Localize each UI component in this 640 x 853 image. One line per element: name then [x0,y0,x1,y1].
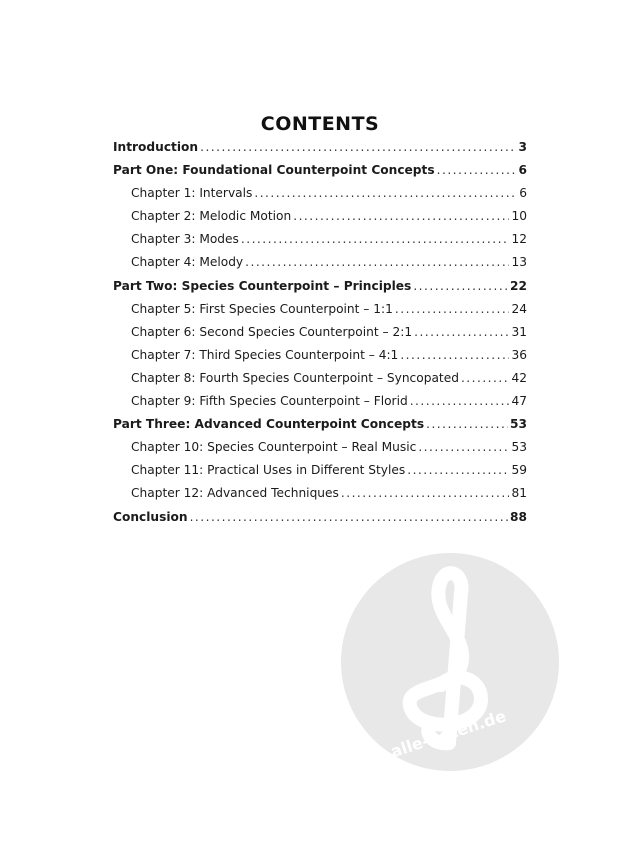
table-of-contents [113,140,527,533]
dot-leader [400,348,509,362]
toc-page-number: 53 [510,417,527,432]
toc-entry [113,440,527,463]
dot-leader [254,186,517,200]
dot-leader [395,302,510,316]
toc-entry [113,163,527,186]
toc-entry-title: Introduction [113,140,199,154]
toc-entry-title: Chapter 12: Advanced Techniques [131,486,339,501]
toc-entry-title: Chapter 3: Modes [131,232,239,247]
toc-page-number: 31 [511,324,527,339]
toc-page-number: 3 [518,140,527,154]
toc-entry-title: Chapter 4: Melody [131,255,244,270]
toc-page-number: 6 [518,163,527,178]
dot-leader [461,371,510,385]
dot-leader [341,486,510,500]
toc-entry-title: Part One: Foundational Counterpoint Concepts [113,163,435,178]
toc-entry [113,394,527,417]
dot-leader [241,232,510,246]
toc-entry [113,486,527,509]
toc-entry [113,463,527,486]
toc-page-number: 24 [511,301,527,316]
page-title: CONTENTS [260,113,380,135]
toc-entry-title: Chapter 11: Practical Uses in Different Styles [131,463,406,478]
toc-entry [113,510,527,533]
toc-entry [113,232,527,255]
toc-entry [113,255,527,278]
toc-entry [113,186,527,209]
watermark-logo [341,553,559,771]
toc-page-number: 53 [511,440,527,455]
toc-entry-title: Chapter 5: First Species Counterpoint – 1:1 [131,301,393,316]
toc-entry [113,417,527,440]
toc-entry-title: Chapter 10: Species Counterpoint – Real Music [131,440,417,455]
dot-leader [413,279,508,293]
dot-leader [190,510,508,524]
dot-leader [245,255,509,269]
toc-entry-title: Chapter 6: Second Species Counterpoint – 2:1 [131,324,413,339]
toc-entry-title: Chapter 7: Third Species Counterpoint – 4:1 [131,347,399,362]
toc-entry [113,279,527,302]
dot-leader [418,440,509,454]
dot-leader [200,140,516,154]
toc-page-number: 12 [511,232,527,247]
toc-page-number: 88 [510,509,527,524]
toc-entry-title: Chapter 1: Intervals [131,186,253,201]
toc-entry [113,348,527,371]
toc-page-number: 36 [511,347,527,362]
toc-entry-title: Chapter 8: Fourth Species Counterpoint – Syncopated [131,370,459,385]
toc-page-number: 22 [510,278,527,293]
dot-leader [410,394,510,408]
toc-page-number: 10 [511,209,527,224]
dot-leader [407,463,509,477]
toc-entry-title: Part Three: Advanced Counterpoint Concepts [113,417,425,432]
dot-leader [437,163,517,177]
toc-page-number: 13 [511,255,527,270]
toc-page-number: 42 [511,370,527,385]
toc-page-number: 81 [511,486,527,501]
toc-page-number: 59 [511,463,527,478]
dot-leader [414,325,509,339]
toc-entry [113,140,527,163]
toc-page-number: 47 [511,394,527,409]
toc-page-number: 6 [519,186,527,201]
toc-entry [113,209,527,232]
toc-entry-title: Chapter 2: Melodic Motion [131,209,292,224]
toc-entry [113,371,527,394]
toc-entry [113,302,527,325]
toc-entry-title: Chapter 9: Fifth Species Counterpoint – Florid [131,394,408,409]
watermark-text: alle-noten.de [388,706,509,762]
toc-entry-title: Part Two: Species Counterpoint – Principles [113,278,412,293]
dot-leader [426,417,508,431]
toc-entry [113,325,527,348]
dot-leader [293,209,509,223]
toc-entry-title: Conclusion [113,509,188,524]
